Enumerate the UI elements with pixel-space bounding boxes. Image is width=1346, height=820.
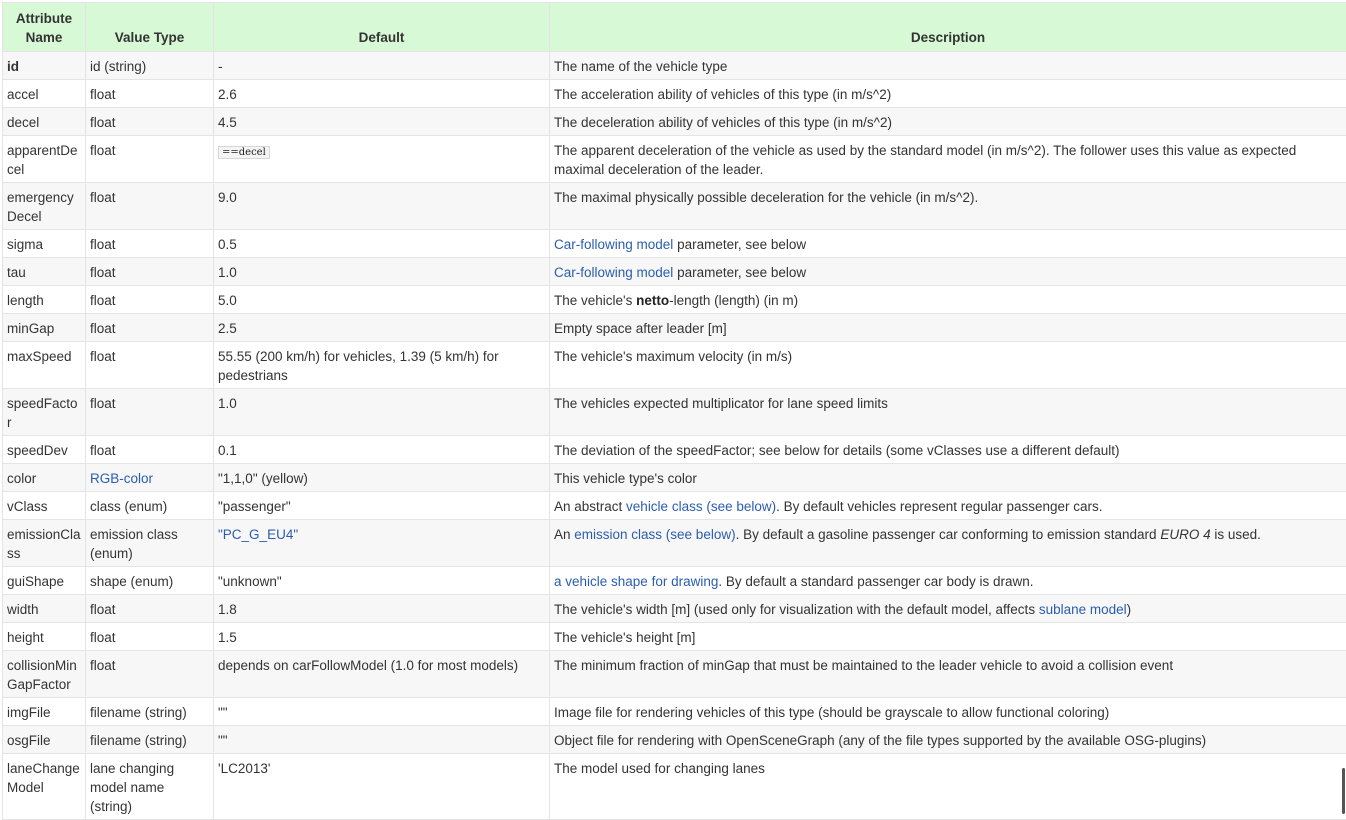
description: Empty space after leader [m] [550, 314, 1346, 342]
attr-name: height [3, 623, 86, 651]
attr-name: apparentDecel [3, 136, 86, 183]
attr-name: decel [3, 108, 86, 136]
value-type: float [86, 258, 214, 286]
table-row [3, 595, 1346, 623]
value-type: float [86, 230, 214, 258]
description [550, 492, 1346, 520]
table-row [3, 52, 1346, 80]
description-text: . By default a gasoline passenger car conforming to emission standard [736, 527, 1161, 542]
table-row [3, 80, 1346, 108]
default-code: ==decel [218, 146, 270, 159]
description [550, 286, 1346, 314]
value-type: float [86, 286, 214, 314]
attr-name: length [3, 286, 86, 314]
description-text: is used. [1211, 527, 1261, 542]
header-attribute-name: Attribute Name [3, 3, 86, 52]
table-row [3, 623, 1346, 651]
value-type: float [86, 436, 214, 464]
default-value: depends on carFollowModel (1.0 for most models) [214, 651, 550, 698]
description-italic: EURO 4 [1160, 527, 1210, 542]
attr-name: accel [3, 80, 86, 108]
vtype-attributes-table [2, 2, 1346, 820]
description: The name of the vehicle type [550, 52, 1346, 80]
table-row [3, 108, 1346, 136]
table-row [3, 342, 1346, 389]
car-following-model-link[interactable]: Car-following model [554, 265, 673, 280]
default-value: 4.5 [214, 108, 550, 136]
default-value: 1.0 [214, 389, 550, 436]
vehicle-shape-link[interactable]: a vehicle shape for drawing [554, 574, 718, 589]
table-row [3, 651, 1346, 698]
description: The maximal physically possible deceleration for the vehicle (in m/s^2). [550, 183, 1346, 230]
attr-name: maxSpeed [3, 342, 86, 389]
description [550, 230, 1346, 258]
table-row [3, 314, 1346, 342]
attr-name: speedDev [3, 436, 86, 464]
description: The model used for changing lanes [550, 754, 1346, 820]
description: This vehicle type's color [550, 464, 1346, 492]
attr-name: emissionClass [3, 520, 86, 567]
table-row [3, 520, 1346, 567]
value-type: lane changing model name (string) [86, 754, 214, 820]
default-value: 0.5 [214, 230, 550, 258]
value-type: float [86, 314, 214, 342]
value-type: float [86, 595, 214, 623]
value-type: float [86, 651, 214, 698]
description: The deceleration ability of vehicles of this type (in m/s^2) [550, 108, 1346, 136]
value-type: filename (string) [86, 726, 214, 754]
description-text: . By default a standard passenger car body is drawn. [718, 574, 1033, 589]
value-type: float [86, 183, 214, 230]
attr-name: collisionMinGapFactor [3, 651, 86, 698]
value-type: float [86, 108, 214, 136]
rgb-color-link[interactable]: RGB-color [90, 471, 153, 486]
description: The vehicle's height [m] [550, 623, 1346, 651]
default-value: "unknown" [214, 567, 550, 595]
default-value: "passenger" [214, 492, 550, 520]
value-type: id (string) [86, 52, 214, 80]
default-value: "" [214, 698, 550, 726]
value-type: float [86, 389, 214, 436]
description [550, 595, 1346, 623]
default-value: 'LC2013' [214, 754, 550, 820]
description-text: parameter, see below [673, 237, 806, 252]
description: The vehicles expected multiplicator for lane speed limits [550, 389, 1346, 436]
scrollbar-thumb[interactable] [1342, 768, 1345, 814]
default-value: 5.0 [214, 286, 550, 314]
table-row [3, 136, 1346, 183]
default-value: 1.0 [214, 258, 550, 286]
description-text: The vehicle's [554, 293, 636, 308]
table-row [3, 492, 1346, 520]
description: The minimum fraction of minGap that must be maintained to the leader vehicle to avoid a collision event [550, 651, 1346, 698]
attr-name: sigma [3, 230, 86, 258]
description: The acceleration ability of vehicles of this type (in m/s^2) [550, 80, 1346, 108]
car-following-model-link[interactable]: Car-following model [554, 237, 673, 252]
description: Image file for rendering vehicles of this type (should be grayscale to allow functional coloring) [550, 698, 1346, 726]
header-description: Description [550, 3, 1346, 52]
default-value: "1,1,0" (yellow) [214, 464, 550, 492]
default-value: 2.6 [214, 80, 550, 108]
value-type: float [86, 80, 214, 108]
value-type: float [86, 136, 214, 183]
default-value: 0.1 [214, 436, 550, 464]
table-row [3, 230, 1346, 258]
description-text: ) [1127, 602, 1132, 617]
table-row [3, 698, 1346, 726]
sublane-model-link[interactable]: sublane model [1039, 602, 1127, 617]
description: The apparent deceleration of the vehicle as used by the standard model (in m/s^2). The follower uses this value as expected maximal deceleration of the leader. [550, 136, 1346, 183]
description-text: An [554, 527, 574, 542]
attr-name: imgFile [3, 698, 86, 726]
attr-name: color [3, 464, 86, 492]
description [550, 567, 1346, 595]
description-text: . By default vehicles represent regular passenger cars. [776, 499, 1102, 514]
description-bold: netto [636, 293, 669, 308]
description: The vehicle's maximum velocity (in m/s) [550, 342, 1346, 389]
attr-name: minGap [3, 314, 86, 342]
default-value: 1.5 [214, 623, 550, 651]
emission-class-default-link[interactable]: "PC_G_EU4" [218, 527, 298, 542]
default-value: 2.5 [214, 314, 550, 342]
attr-name: speedFactor [3, 389, 86, 436]
attr-name: vClass [3, 492, 86, 520]
attr-name: guiShape [3, 567, 86, 595]
emission-class-link[interactable]: emission class (see below) [574, 527, 735, 542]
description-text: An abstract [554, 499, 626, 514]
table-row [3, 726, 1346, 754]
default-value [214, 136, 550, 183]
table-row [3, 464, 1346, 492]
description-text: The vehicle's width [m] (used only for visualization with the default model, affects [554, 602, 1039, 617]
attr-name: laneChangeModel [3, 754, 86, 820]
value-type: shape (enum) [86, 567, 214, 595]
default-value: - [214, 52, 550, 80]
table-header-row [3, 3, 1346, 52]
value-type: float [86, 623, 214, 651]
attr-name: emergencyDecel [3, 183, 86, 230]
value-type: float [86, 342, 214, 389]
value-type [86, 464, 214, 492]
header-default: Default [214, 3, 550, 52]
attr-name: id [3, 52, 86, 80]
default-value: 1.8 [214, 595, 550, 623]
default-value: 55.55 (200 km/h) for vehicles, 1.39 (5 km/h) for pedestrians [214, 342, 550, 389]
table-row [3, 258, 1346, 286]
default-value: 9.0 [214, 183, 550, 230]
table-row [3, 754, 1346, 820]
default-value: "" [214, 726, 550, 754]
description [550, 520, 1346, 567]
table-row [3, 436, 1346, 464]
table-row [3, 286, 1346, 314]
table-row [3, 183, 1346, 230]
header-value-type: Value Type [86, 3, 214, 52]
value-type: emission class (enum) [86, 520, 214, 567]
vehicle-class-link[interactable]: vehicle class (see below) [626, 499, 776, 514]
value-type: class (enum) [86, 492, 214, 520]
description [550, 258, 1346, 286]
value-type: filename (string) [86, 698, 214, 726]
description-text: parameter, see below [673, 265, 806, 280]
attr-name: width [3, 595, 86, 623]
description: Object file for rendering with OpenSceneGraph (any of the file types supported by the available OSG-plugins) [550, 726, 1346, 754]
attr-name: tau [3, 258, 86, 286]
description-text: -length (length) (in m) [669, 293, 798, 308]
table-row [3, 567, 1346, 595]
description: The deviation of the speedFactor; see below for details (some vClasses use a different default) [550, 436, 1346, 464]
table-row [3, 389, 1346, 436]
default-value [214, 520, 550, 567]
attr-name: osgFile [3, 726, 86, 754]
